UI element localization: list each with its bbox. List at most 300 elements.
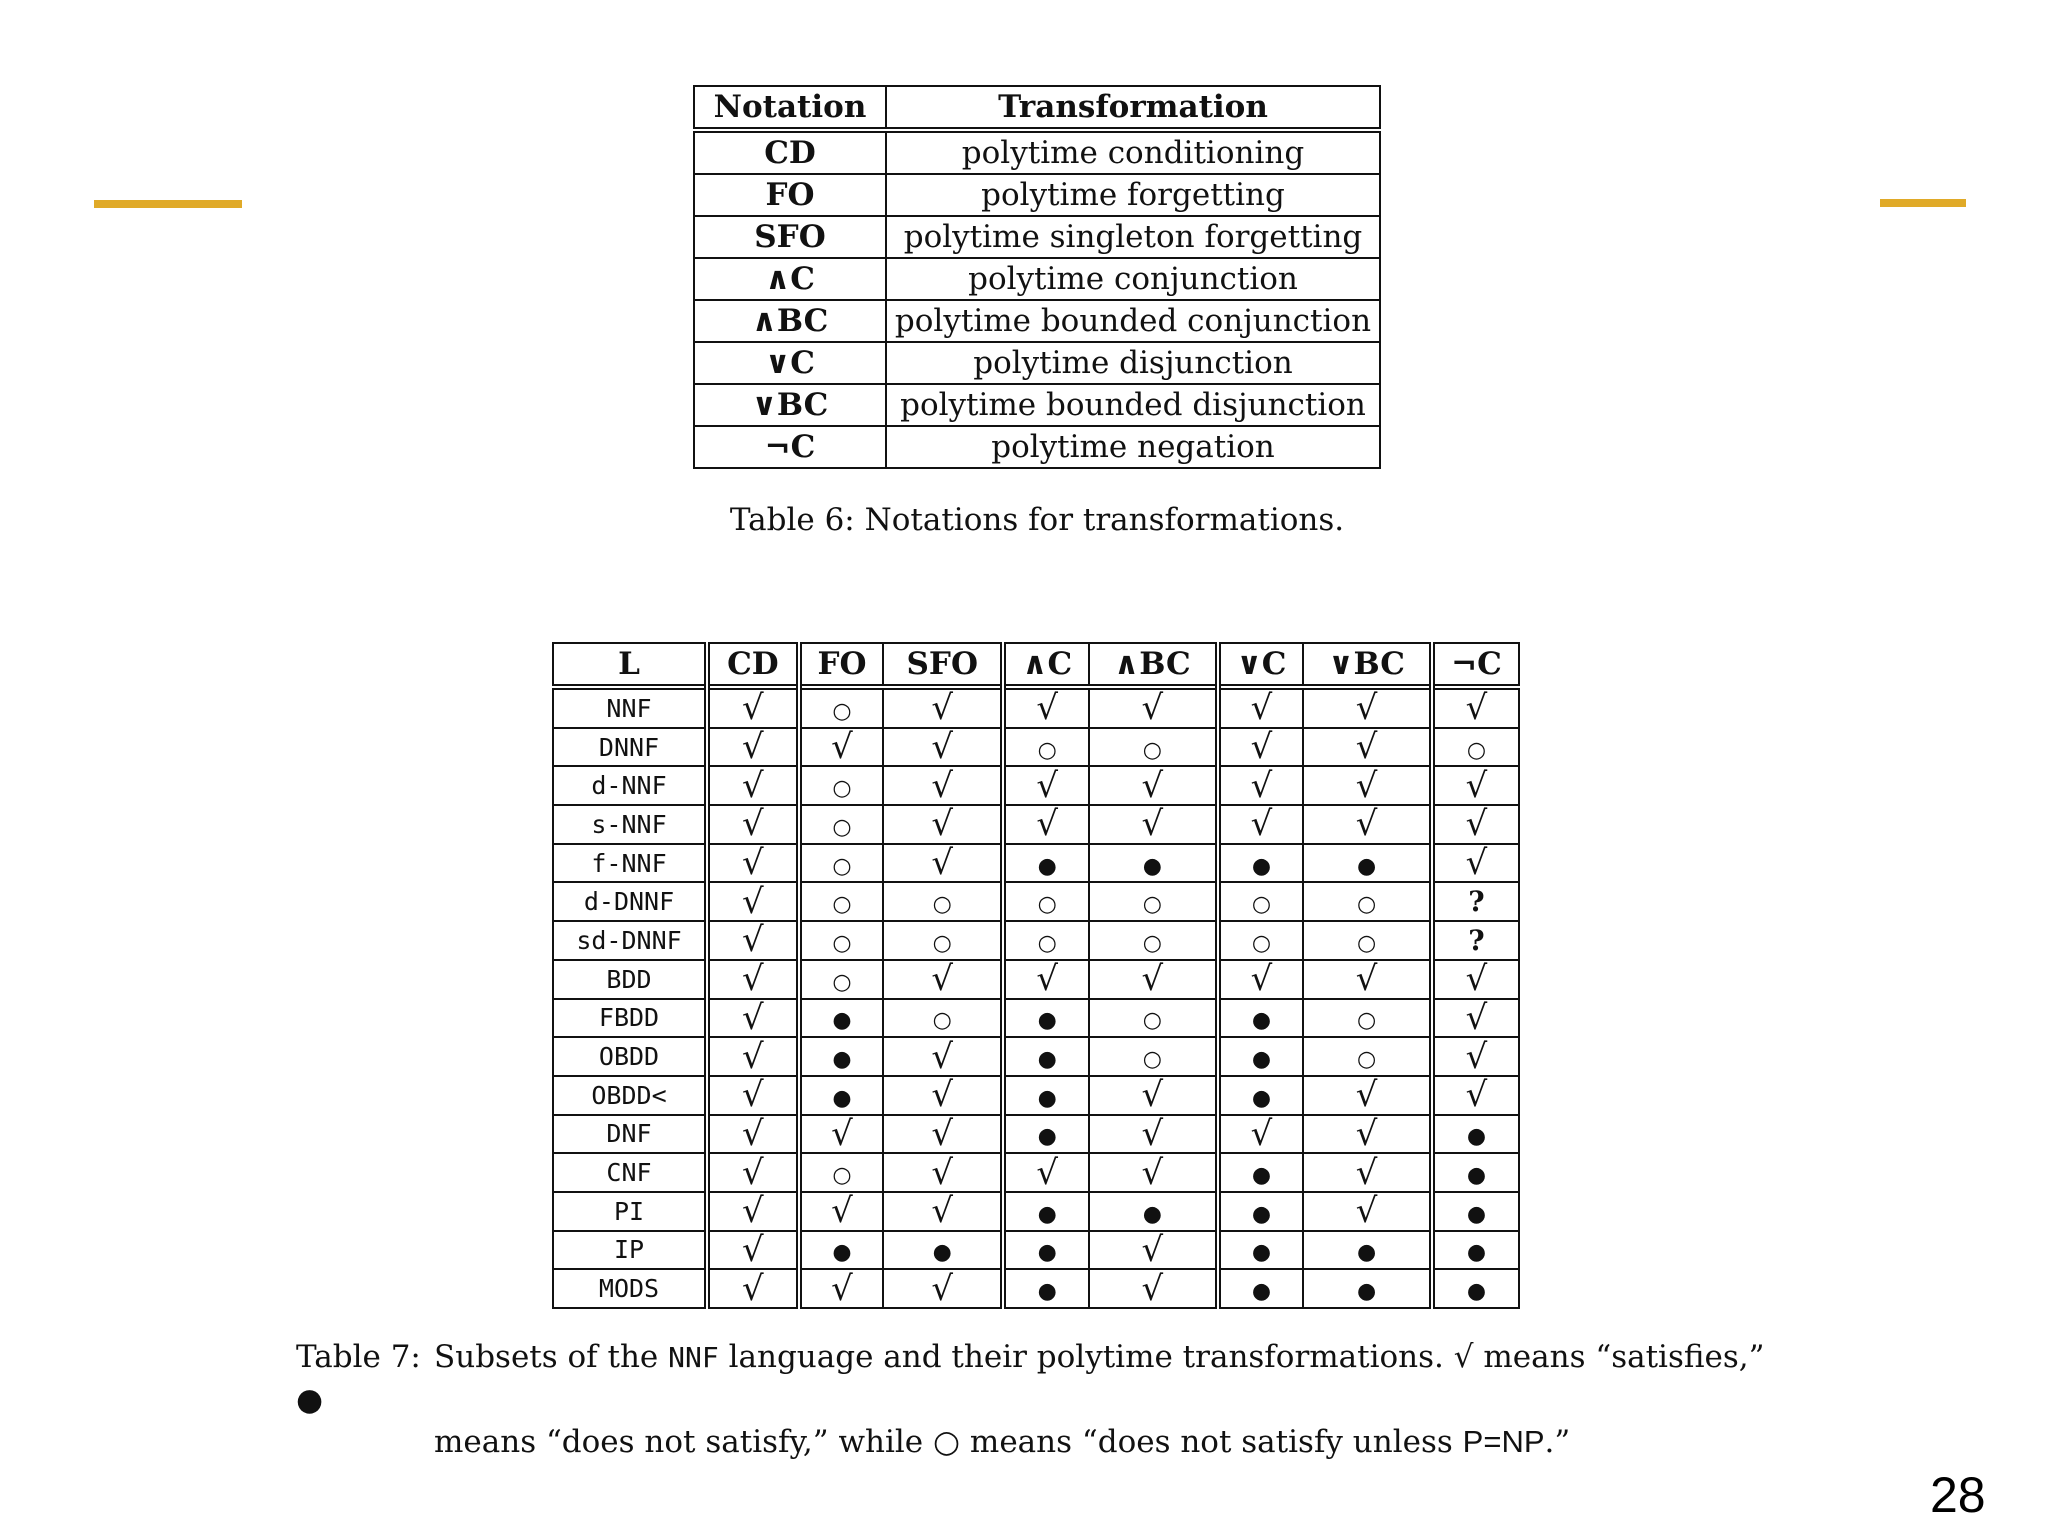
property-cell: [1432, 1076, 1519, 1115]
property-mark: ○: [1037, 930, 1057, 956]
property-mark: √: [742, 727, 764, 768]
property-mark: ○: [1142, 737, 1162, 763]
property-mark: ●: [1466, 1163, 1487, 1189]
property-cell: [799, 882, 883, 921]
property-mark: ○: [1142, 1047, 1162, 1073]
property-mark: √: [1141, 959, 1164, 1000]
property-mark: √: [1465, 804, 1488, 845]
property-cell: [799, 999, 883, 1038]
table-7-row: [553, 1115, 1519, 1154]
property-cell: [707, 687, 799, 728]
caption-text-6: .”: [1544, 1424, 1571, 1460]
property-mark: ●: [1251, 1163, 1272, 1189]
property-cell: [1303, 882, 1431, 921]
property-mark: ○: [832, 776, 852, 802]
property-cell: [1218, 1153, 1304, 1192]
table-7-row: [553, 1037, 1519, 1076]
table-6-caption: Table 6: Notations for transformations.: [729, 502, 1345, 538]
property-mark: ●: [1142, 853, 1162, 879]
property-cell: [1003, 1231, 1089, 1270]
transformation-cell: polytime bounded conjunction: [886, 300, 1380, 342]
property-cell: [1089, 687, 1217, 728]
property-mark: √: [1141, 765, 1164, 806]
language-cell: DNNF: [553, 728, 707, 767]
property-cell: [1303, 999, 1431, 1038]
property-cell: [707, 766, 799, 805]
table-7-header-cell: ¬C: [1432, 643, 1519, 687]
property-cell: [1089, 882, 1217, 921]
property-mark: ●: [832, 1240, 852, 1266]
property-mark: √: [742, 1191, 764, 1232]
property-mark: ○: [1037, 737, 1057, 763]
transformation-cell: polytime conditioning: [886, 130, 1380, 174]
property-cell: [1432, 687, 1519, 728]
property-mark: ●: [932, 1240, 952, 1266]
property-mark: √: [1036, 688, 1059, 729]
property-mark: √: [742, 1036, 764, 1077]
property-cell: [1003, 1269, 1089, 1308]
transformation-cell: polytime bounded disjunction: [886, 384, 1380, 426]
property-cell: [1303, 1115, 1431, 1154]
property-mark: √: [1465, 1075, 1488, 1116]
table-6-row: [694, 130, 1380, 174]
caption-pnp: P=NP: [1462, 1424, 1545, 1459]
property-cell: [1003, 882, 1089, 921]
property-mark: √: [742, 688, 764, 729]
property-cell: [1303, 1037, 1431, 1076]
table-6-row: [694, 342, 1380, 384]
table-7-header-row: [553, 643, 1519, 687]
property-mark: ●: [1037, 1240, 1057, 1266]
language-cell: f-NNF: [553, 844, 707, 883]
property-cell: [1432, 921, 1519, 960]
property-cell: [707, 1192, 799, 1231]
accent-bar-left: [94, 200, 242, 208]
property-cell: [1089, 1153, 1217, 1192]
property-mark: ○: [1037, 892, 1057, 918]
property-mark: √: [931, 1075, 954, 1116]
property-cell: [1218, 844, 1304, 883]
property-cell: [1003, 1153, 1089, 1192]
language-cell: DNF: [553, 1115, 707, 1154]
language-cell: d-DNNF: [553, 882, 707, 921]
property-mark: √: [1141, 1268, 1164, 1309]
caption-text-1: Subsets of the: [434, 1339, 659, 1375]
property-cell: [799, 1231, 883, 1270]
property-mark: ●: [1466, 1240, 1487, 1266]
transformation-cell: polytime negation: [886, 426, 1380, 468]
property-cell: [707, 1153, 799, 1192]
property-cell: [1218, 1269, 1304, 1308]
property-cell: [883, 766, 1003, 805]
property-cell: [1303, 960, 1431, 999]
table-7-row: [553, 1153, 1519, 1192]
caption-dot-symbol: ●: [296, 1382, 324, 1418]
property-mark: ●: [1466, 1279, 1487, 1305]
property-mark: ○: [1142, 930, 1162, 956]
property-cell: [1218, 1192, 1304, 1231]
property-cell: [799, 1115, 883, 1154]
property-cell: [799, 1076, 883, 1115]
property-mark: √: [1250, 727, 1273, 768]
property-mark: √: [931, 1152, 954, 1193]
property-cell: [883, 1076, 1003, 1115]
property-cell: [1218, 1037, 1304, 1076]
property-cell: [1089, 844, 1217, 883]
caption-label: Table 7:: [296, 1339, 421, 1375]
property-mark: √: [742, 959, 764, 1000]
table-6-row: [694, 174, 1380, 216]
property-cell: [1089, 1076, 1217, 1115]
property-mark: √: [1250, 765, 1273, 806]
caption-check-symbol: √: [1453, 1339, 1474, 1375]
language-cell: NNF: [553, 687, 707, 728]
property-cell: [1432, 1115, 1519, 1154]
property-cell: [799, 1192, 883, 1231]
property-mark: ●: [1251, 1201, 1272, 1227]
property-cell: [1003, 805, 1089, 844]
table-6-row: [694, 426, 1380, 468]
property-cell: [883, 960, 1003, 999]
table-7-row: [553, 728, 1519, 767]
property-mark: ○: [832, 1163, 852, 1189]
language-cell: MODS: [553, 1269, 707, 1308]
property-mark: √: [931, 688, 954, 729]
property-mark: √: [1355, 1191, 1378, 1232]
property-mark: ○: [932, 892, 952, 918]
property-cell: [1218, 960, 1304, 999]
property-mark: ●: [832, 1085, 852, 1111]
table-7-row: [553, 1076, 1519, 1115]
property-cell: [1003, 1076, 1089, 1115]
property-cell: [1432, 999, 1519, 1038]
property-cell: [883, 921, 1003, 960]
property-mark: √: [1036, 765, 1059, 806]
property-mark: √: [742, 843, 764, 884]
property-cell: [1218, 766, 1304, 805]
property-cell: [883, 1115, 1003, 1154]
property-mark: √: [931, 1191, 954, 1232]
property-cell: [1089, 1037, 1217, 1076]
property-cell: [1003, 1037, 1089, 1076]
property-cell: [1089, 1269, 1217, 1308]
caption-text-4: means “does not satisfy,” while: [434, 1424, 924, 1460]
language-cell: PI: [553, 1192, 707, 1231]
property-mark: ●: [1142, 1201, 1162, 1227]
property-mark: ●: [1251, 1008, 1272, 1034]
property-mark: √: [1465, 765, 1488, 806]
property-mark: √: [1250, 1113, 1273, 1154]
property-cell: [707, 805, 799, 844]
property-cell: [1303, 766, 1431, 805]
table-7-row: [553, 999, 1519, 1038]
property-mark: ○: [832, 969, 852, 995]
property-cell: [799, 805, 883, 844]
property-cell: [707, 1115, 799, 1154]
property-mark: ?: [1468, 923, 1485, 957]
property-mark: √: [1355, 959, 1378, 1000]
property-mark: ●: [832, 1008, 852, 1034]
property-mark: √: [1355, 727, 1378, 768]
notation-cell: ∨BC: [694, 384, 886, 426]
property-mark: √: [1465, 1036, 1488, 1077]
property-cell: [707, 844, 799, 883]
table-7-row: [553, 1231, 1519, 1270]
table-7-header-cell: ∨C: [1218, 643, 1304, 687]
property-cell: [1003, 960, 1089, 999]
notation-cell: FO: [694, 174, 886, 216]
property-mark: √: [931, 1113, 954, 1154]
property-mark: √: [931, 843, 954, 884]
table-7-header-cell: L: [553, 643, 707, 687]
property-cell: [883, 999, 1003, 1038]
table-6-row: [694, 384, 1380, 426]
property-cell: [1432, 1269, 1519, 1308]
table-7-header-cell: ∨BC: [1303, 643, 1431, 687]
language-cell: FBDD: [553, 999, 707, 1038]
property-mark: ○: [1251, 930, 1272, 956]
property-cell: [1218, 1115, 1304, 1154]
table-7-body: [553, 687, 1519, 1308]
caption-circle-symbol: ○: [933, 1424, 961, 1460]
table-6-header-transformation: Transformation: [886, 86, 1380, 130]
property-mark: √: [1141, 688, 1164, 729]
property-cell: [883, 882, 1003, 921]
property-mark: √: [742, 920, 764, 961]
property-cell: [1432, 844, 1519, 883]
notation-cell: SFO: [694, 216, 886, 258]
property-mark: √: [1355, 1152, 1378, 1193]
caption-text-3: means “satisfies,”: [1483, 1339, 1765, 1375]
property-mark: √: [1355, 765, 1378, 806]
property-mark: ●: [1037, 1008, 1057, 1034]
property-mark: ○: [832, 698, 852, 724]
property-mark: ?: [1468, 885, 1485, 919]
property-cell: [1089, 1231, 1217, 1270]
table-7-row: [553, 766, 1519, 805]
notation-cell: ∧BC: [694, 300, 886, 342]
property-cell: [1089, 921, 1217, 960]
property-mark: √: [831, 1113, 853, 1154]
table-6-header-notation: Notation: [694, 86, 886, 130]
page-number: 28: [1930, 1467, 1986, 1523]
property-cell: [1432, 1192, 1519, 1231]
property-cell: [1432, 960, 1519, 999]
notation-cell: ∨C: [694, 342, 886, 384]
property-mark: √: [1141, 1075, 1164, 1116]
caption-line-2: [296, 1421, 1796, 1463]
property-cell: [1303, 805, 1431, 844]
property-cell: [1089, 1192, 1217, 1231]
property-mark: √: [1036, 959, 1059, 1000]
property-cell: [1303, 687, 1431, 728]
property-mark: √: [742, 804, 764, 845]
property-cell: [883, 844, 1003, 883]
property-cell: [799, 921, 883, 960]
property-cell: [1218, 1231, 1304, 1270]
property-cell: [799, 1269, 883, 1308]
property-cell: [799, 1153, 883, 1192]
property-mark: √: [1141, 1229, 1164, 1270]
table-6-row: [694, 258, 1380, 300]
language-cell: BDD: [553, 960, 707, 999]
property-mark: ○: [832, 930, 852, 956]
property-mark: ○: [1357, 1008, 1377, 1034]
property-mark: √: [1465, 997, 1488, 1038]
transformation-cell: polytime forgetting: [886, 174, 1380, 216]
property-mark: √: [1250, 688, 1273, 729]
property-cell: [1432, 805, 1519, 844]
property-mark: ○: [1466, 737, 1487, 763]
property-mark: √: [742, 1229, 764, 1270]
property-cell: [1003, 999, 1089, 1038]
property-cell: [799, 844, 883, 883]
table-6-header-row: [694, 86, 1380, 130]
property-cell: [707, 728, 799, 767]
caption-line-1: [296, 1336, 1796, 1421]
property-cell: [1303, 1269, 1431, 1308]
property-cell: [1089, 805, 1217, 844]
property-cell: [1218, 1076, 1304, 1115]
property-cell: [1218, 921, 1304, 960]
table-7: [552, 642, 1520, 1309]
property-mark: √: [1355, 1113, 1378, 1154]
notation-cell: ∧C: [694, 258, 886, 300]
language-cell: IP: [553, 1231, 707, 1270]
property-mark: ●: [1037, 853, 1057, 879]
language-cell: sd-DNNF: [553, 921, 707, 960]
property-cell: [1003, 921, 1089, 960]
property-mark: √: [1141, 1152, 1164, 1193]
property-cell: [883, 687, 1003, 728]
property-cell: [799, 960, 883, 999]
table-6-row: [694, 216, 1380, 258]
property-mark: √: [1465, 843, 1488, 884]
property-cell: [1003, 1115, 1089, 1154]
property-cell: [799, 1037, 883, 1076]
accent-bar-right: [1880, 199, 1966, 207]
property-mark: √: [1465, 688, 1488, 729]
property-mark: √: [1465, 959, 1488, 1000]
property-cell: [1218, 728, 1304, 767]
property-mark: ○: [1142, 1008, 1162, 1034]
transformation-cell: polytime conjunction: [886, 258, 1380, 300]
table-7-header-cell: ∧BC: [1089, 643, 1217, 687]
property-mark: ●: [1251, 1279, 1272, 1305]
language-cell: s-NNF: [553, 805, 707, 844]
property-mark: √: [931, 959, 954, 1000]
property-mark: ○: [1251, 892, 1272, 918]
property-mark: ●: [1466, 1124, 1487, 1150]
property-cell: [1303, 844, 1431, 883]
property-cell: [707, 882, 799, 921]
property-mark: ●: [1357, 853, 1377, 879]
property-mark: √: [1355, 1075, 1378, 1116]
property-mark: √: [931, 727, 954, 768]
property-mark: √: [831, 1268, 853, 1309]
property-cell: [1432, 1231, 1519, 1270]
language-cell: OBDD: [553, 1037, 707, 1076]
table-6: [693, 85, 1381, 469]
caption-code: NNF: [668, 1341, 719, 1374]
table-7-row: [553, 687, 1519, 728]
property-cell: [1003, 1192, 1089, 1231]
transformation-cell: polytime disjunction: [886, 342, 1380, 384]
property-mark: ○: [932, 1008, 952, 1034]
table-7-header-cell: SFO: [883, 643, 1003, 687]
property-cell: [1003, 687, 1089, 728]
table-7-row: [553, 1192, 1519, 1231]
property-cell: [707, 999, 799, 1038]
property-mark: ○: [832, 814, 852, 840]
property-mark: ●: [1357, 1279, 1377, 1305]
property-cell: [883, 728, 1003, 767]
property-cell: [1432, 1153, 1519, 1192]
property-mark: √: [1036, 804, 1059, 845]
property-mark: ●: [1037, 1085, 1057, 1111]
property-mark: √: [931, 804, 954, 845]
property-mark: √: [931, 1036, 954, 1077]
language-cell: CNF: [553, 1153, 707, 1192]
property-mark: ●: [1251, 1240, 1272, 1266]
table-7-row: [553, 844, 1519, 883]
property-cell: [1003, 766, 1089, 805]
property-cell: [707, 1231, 799, 1270]
property-cell: [1089, 728, 1217, 767]
property-cell: [707, 1269, 799, 1308]
property-mark: ●: [1037, 1124, 1057, 1150]
property-cell: [1089, 960, 1217, 999]
property-mark: ●: [1357, 1240, 1377, 1266]
property-mark: ○: [932, 930, 952, 956]
property-cell: [799, 766, 883, 805]
notation-cell: CD: [694, 130, 886, 174]
property-mark: √: [1141, 1113, 1164, 1154]
table-7-row: [553, 805, 1519, 844]
property-cell: [1303, 1076, 1431, 1115]
property-mark: ●: [1251, 1047, 1272, 1073]
table-7-header-cell: FO: [799, 643, 883, 687]
property-cell: [799, 728, 883, 767]
property-cell: [1218, 805, 1304, 844]
property-mark: ●: [1466, 1201, 1487, 1227]
property-cell: [883, 1037, 1003, 1076]
table-6-body: [694, 130, 1380, 468]
property-cell: [1003, 728, 1089, 767]
table-7-caption: [296, 1336, 1796, 1463]
language-cell: d-NNF: [553, 766, 707, 805]
property-cell: [1089, 1115, 1217, 1154]
property-mark: √: [1355, 688, 1378, 729]
property-cell: [1303, 1153, 1431, 1192]
property-mark: ○: [832, 892, 852, 918]
property-mark: √: [742, 881, 764, 922]
property-cell: [883, 805, 1003, 844]
table-7-row: [553, 1269, 1519, 1308]
property-cell: [883, 1153, 1003, 1192]
property-cell: [799, 687, 883, 728]
property-cell: [1303, 1231, 1431, 1270]
property-cell: [1218, 999, 1304, 1038]
property-cell: [1432, 766, 1519, 805]
property-mark: √: [742, 1152, 764, 1193]
property-mark: ●: [1037, 1047, 1057, 1073]
property-mark: √: [931, 765, 954, 806]
property-mark: ●: [1251, 853, 1272, 879]
property-mark: √: [1250, 959, 1273, 1000]
property-cell: [1218, 687, 1304, 728]
property-cell: [883, 1269, 1003, 1308]
